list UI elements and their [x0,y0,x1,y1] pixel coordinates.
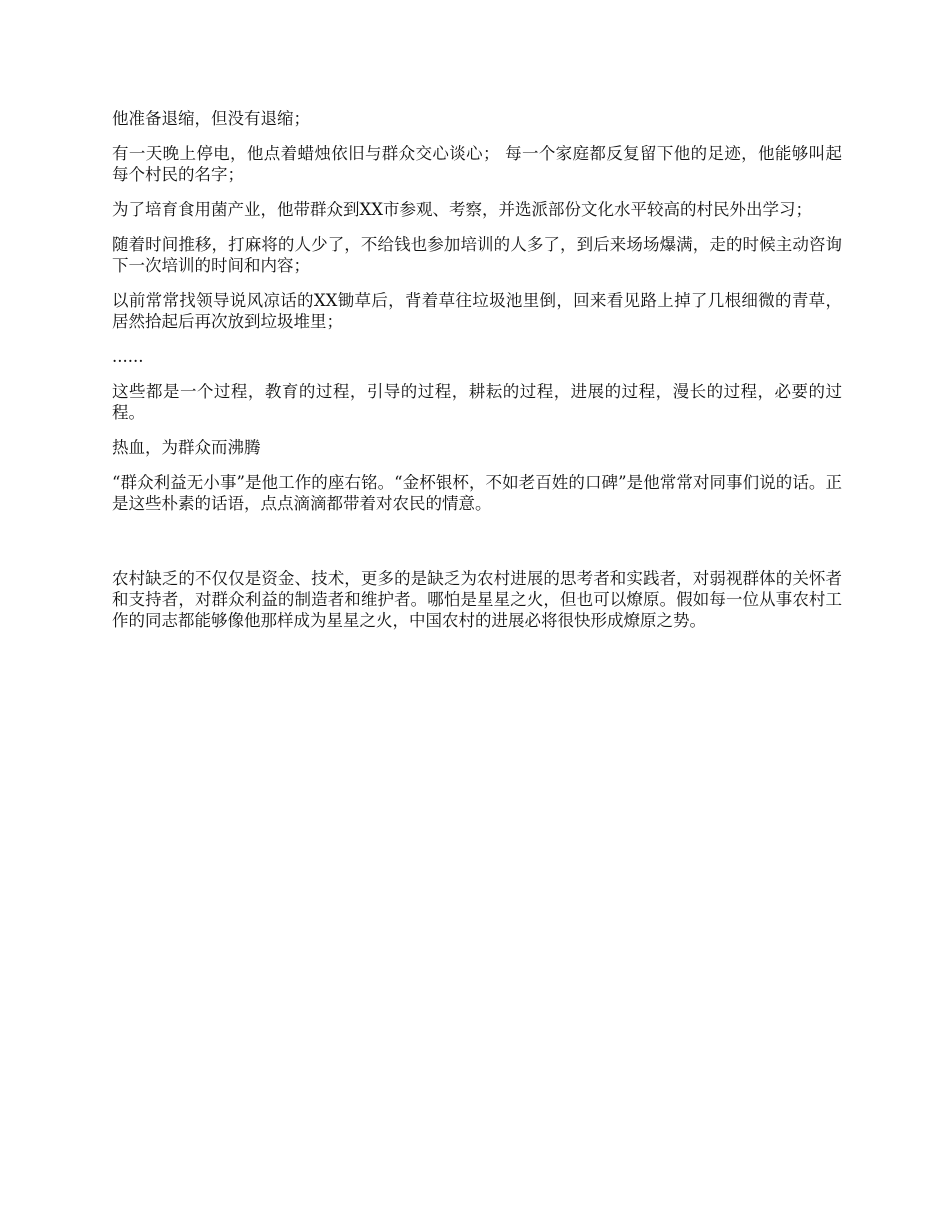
paragraph-process: 这些都是一个过程，教育的过程，引导的过程，耕耘的过程，进展的过程，漫长的过程，必要的过程。 [112,382,842,422]
paragraph-spacer [112,528,842,568]
paragraph-conclusion: 农村缺乏的不仅仅是资金、技术，更多的是缺乏为农村进展的思考者和实践者，对弱视群体的关怀者和支持者，对群众利益的制造者和维护者。哪怕是星星之火，但也可以燎原。假如每一位从事农村工作的同志都能够像他那样成为星星之火，中国农村的进展必将很快形成燎原之势。 [112,569,842,630]
paragraph-training: 随着时间推移，打麻将的人少了，不给钱也参加培训的人多了，到后来场场爆满，走的时候主动咨询下一次培训的时间和内容； [112,235,842,275]
paragraph-motto: “群众利益无小事”是他工作的座右铭。“金杯银杯，不如老百姓的口碑”是他常常对同事们说的话。正是这些朴素的话语，点点滴滴都带着对农民的情意。 [112,473,842,513]
paragraph-retreat: 他准备退缩，但没有退缩； [112,109,310,128]
paragraph-power-outage: 有一天晚上停电，他点着蜡烛依旧与群众交心谈心； 每一个家庭都反复留下他的足迹，他能够叫起每个村民的名字； [112,144,842,184]
section-heading: 热血，为群众而沸腾 [112,438,261,457]
paragraph-mushroom-industry: 为了培育食用菌产业，他带群众到XX市参观、考察，并选派部份文化水平较高的村民外出学习； [112,200,812,219]
paragraph-weeding: 以前常常找领导说风凉话的XX锄草后，背着草往垃圾池里倒，回来看见路上掉了几根细微的青草，居然拾起后再次放到垃圾堆里； [112,291,842,331]
document-page [112,108,842,645]
paragraph-ellipsis: ...... [112,347,144,366]
